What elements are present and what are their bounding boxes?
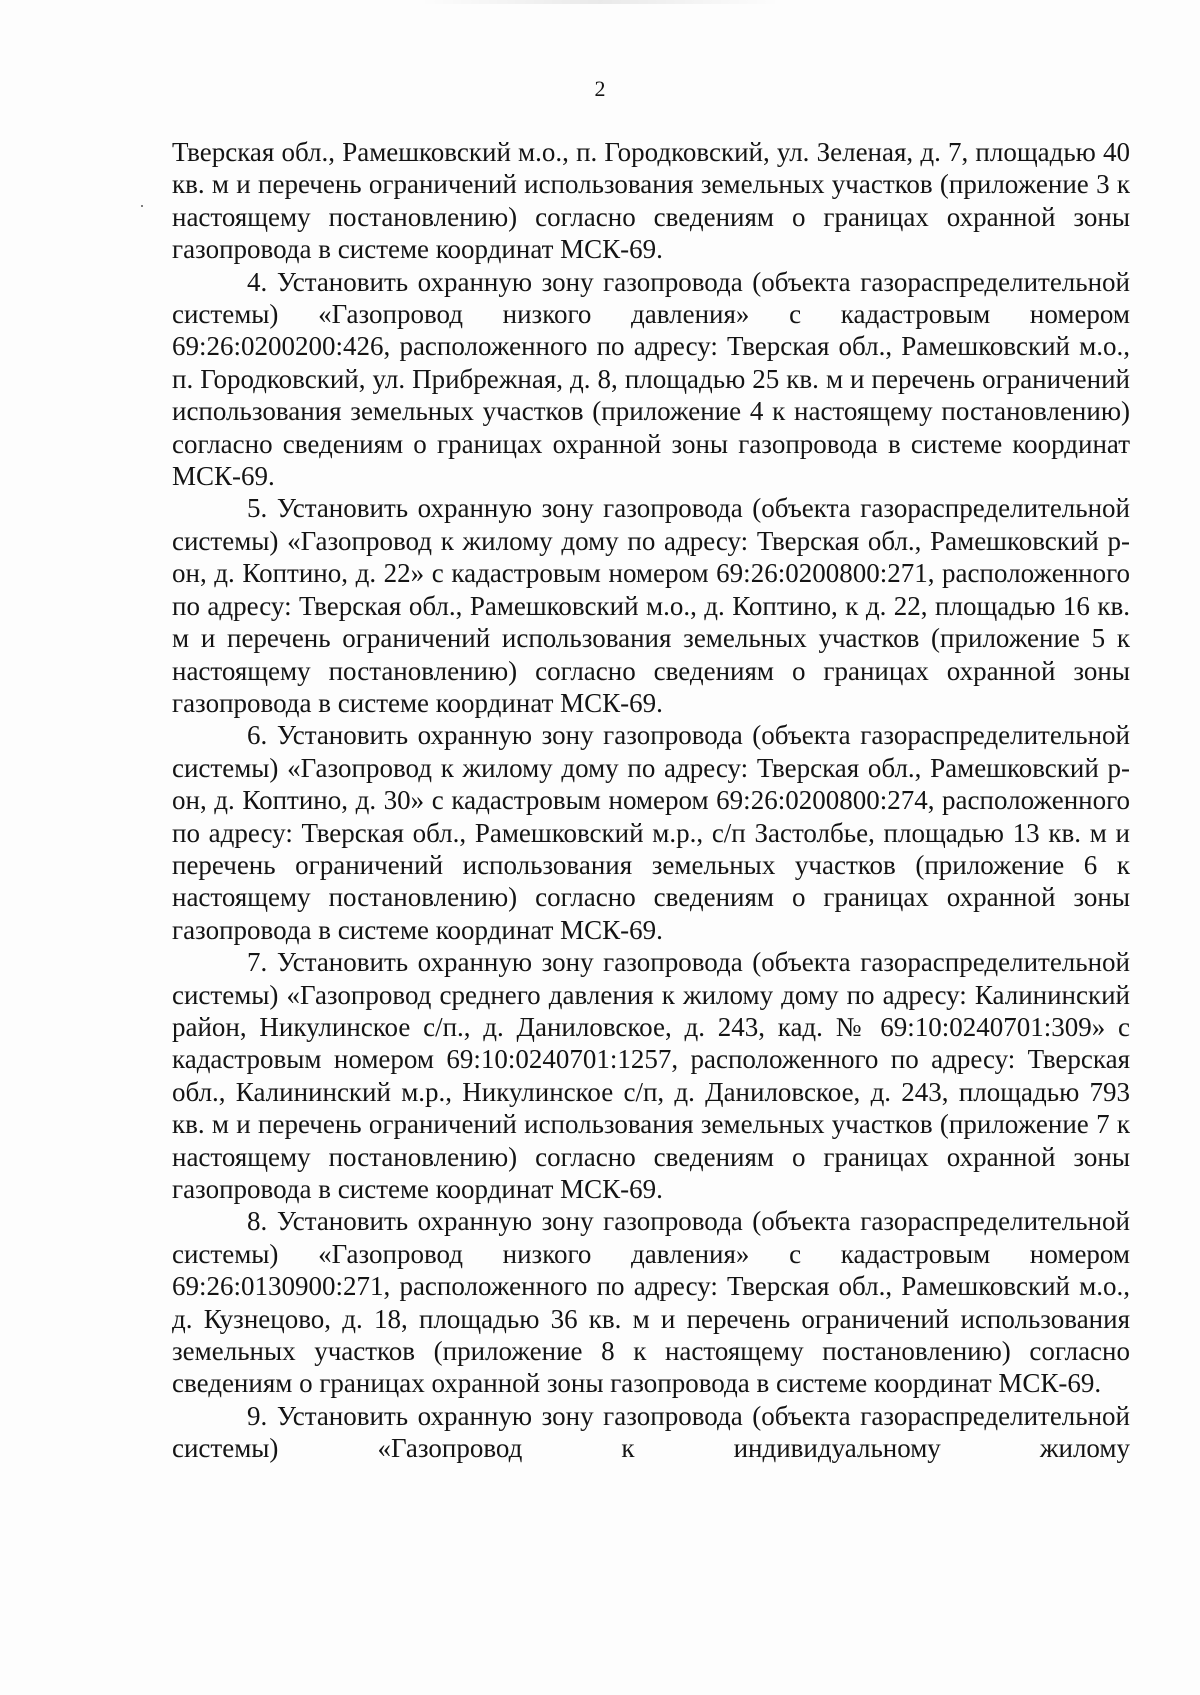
- scan-speck: [141, 205, 143, 207]
- paragraph-item-5: 5. Установить охранную зону газопровода (объекта газораспределительной системы) «Газопровод к жилому дому по адресу: Тверская обл., Рамешковский р-он, д. Коптино, д. 22» с кадастровым номером 69:26:0200800:271, расположенного по адресу: Тверская обл., Рамешковский м.о., д. Коптино, к д. 22, площадью 16 кв. м и перечень ограничений использования земельных участков (приложение 5 к настоящему постановлению) согласно сведениям о границах охранной зоны газопровода в системе координат МСК-69.: [172, 493, 1130, 718]
- paragraph-item-3-continuation: Тверская обл., Рамешковский м.о., п. Городковский, ул. Зеленая, д. 7, площадью 40 кв. м и перечень ограничений использования земельных участков (приложение 3 к настоящему постановлению) согласно сведениям о границах охранной зоны газопровода в системе координат МСК-69.: [172, 137, 1130, 265]
- document-body: [172, 136, 1130, 1465]
- paragraph-item-6: 6. Установить охранную зону газопровода (объекта газораспределительной системы) «Газопровод к жилому дому по адресу: Тверская обл., Рамешковский р-он, д. Коптино, д. 30» с кадастровым номером 69:26:0200800:274, расположенного по адресу: Тверская обл., Рамешковский м.р., с/п Застолбье, площадью 13 кв. м и перечень ограничений использования земельных участков (приложение 6 к настоящему постановлению) согласно сведениям о границах охранной зоны газопровода в системе координат МСК-69.: [172, 720, 1130, 945]
- paragraph-item-9: 9. Установить охранную зону газопровода (объекта газораспределительной системы) «Газопровод к индивидуальному жилому: [172, 1400, 1130, 1464]
- page-number: 2: [594, 76, 606, 101]
- paragraph-item-4: 4. Установить охранную зону газопровода (объекта газораспределительной системы) «Газопровод низкого давления» с кадастровым номером 69:26:0200200:426, расположенного по адресу: Тверская обл., Рамешковский м.о., п. Городковский, ул. Прибрежная, д. 8, площадью 25 кв. м и перечень ограничений использования земельных участков (приложение 4 к настоящему постановлению) согласно сведениям о границах охранной зоны газопровода в системе координат МСК-69.: [172, 266, 1130, 492]
- paragraph-item-8: 8. Установить охранную зону газопровода (объекта газораспределительной системы) «Газопровод низкого давления» с кадастровым номером 69:26:0130900:271, расположенного по адресу: Тверская обл., Рамешковский м.о., д. Кузнецово, д. 18, площадью 36 кв. м и перечень ограничений использования земельных участков (приложение 8 к настоящему постановлению) согласно сведениям о границах охранной зоны газопровода в системе координат МСК-69.: [172, 1206, 1130, 1399]
- scan-shadow: [420, 0, 780, 4]
- paragraph-item-7: 7. Установить охранную зону газопровода (объекта газораспределительной системы) «Газопровод среднего давления к жилому дому по адресу: Калининский район, Никулинское с/п., д. Даниловское, д. 243, кад. № 69:10:0240701:309» с кадастровым номером 69:10:0240701:1257, расположенного по адресу: Тверская обл., Калининский м.р., Никулинское с/п, д. Даниловское, д. 243, площадью 793 кв. м и перечень ограничений использования земельных участков (приложение 7 к настоящему постановлению) согласно сведениям о границах охранной зоны газопровода в системе координат МСК-69.: [172, 947, 1130, 1204]
